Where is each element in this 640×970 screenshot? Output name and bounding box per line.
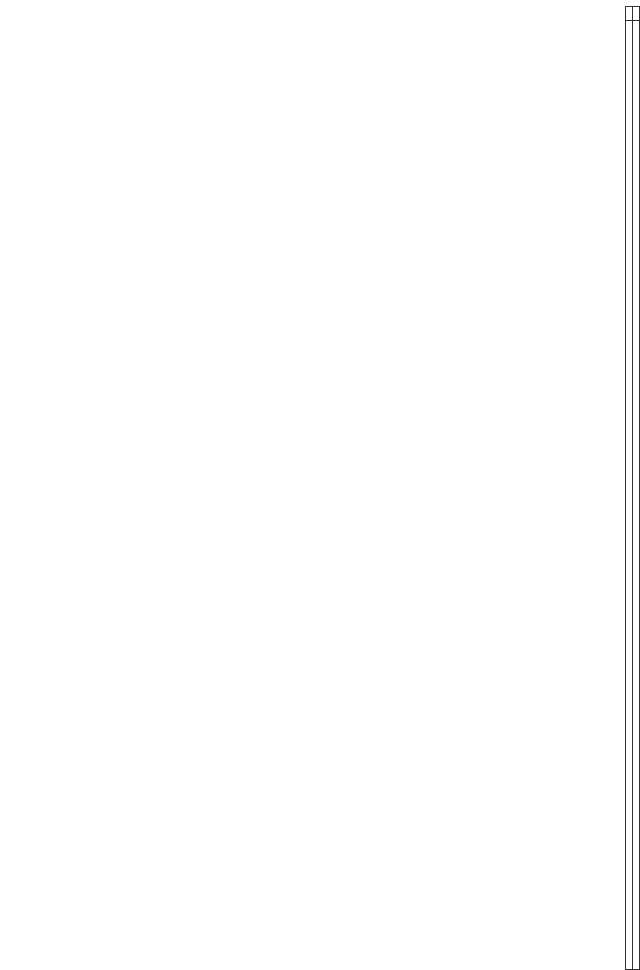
requirements-table bbox=[625, 6, 640, 970]
category-row bbox=[626, 7, 633, 970]
section-2-heading-row bbox=[633, 7, 640, 970]
section-2-title bbox=[633, 21, 640, 970]
employee-category bbox=[626, 21, 633, 970]
